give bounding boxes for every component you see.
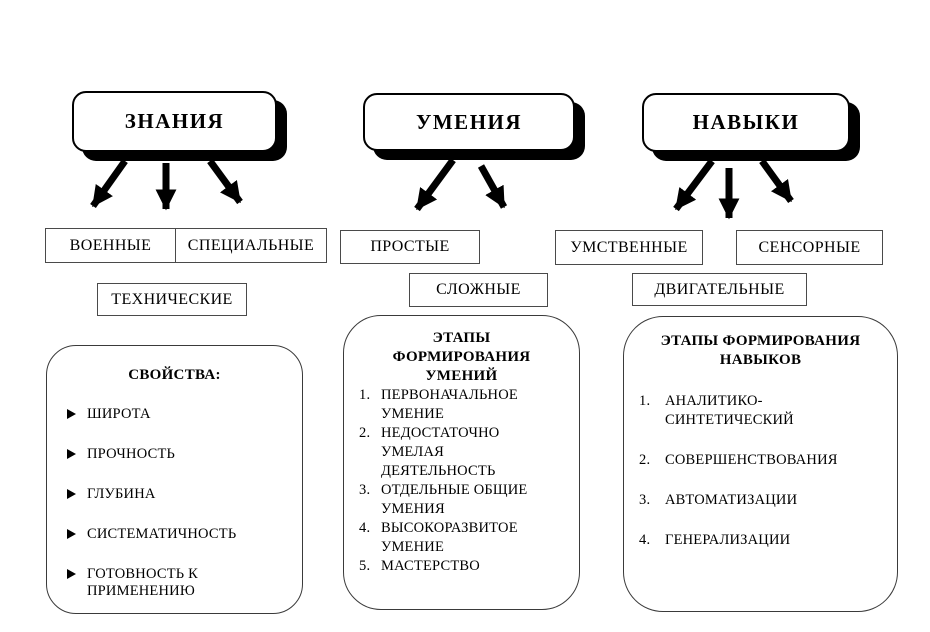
skills-type-complex: СЛОЖНЫЕ <box>409 273 548 307</box>
habits-type-sensory: СЕНСОРНЫЕ <box>736 230 883 265</box>
item-number: 5. <box>359 558 371 574</box>
arrowhead-bullet-icon <box>67 569 76 579</box>
arrowhead-bullet-icon <box>67 449 76 459</box>
knowledge-header-box <box>72 91 277 152</box>
list-item <box>639 392 882 430</box>
stage-label: ГЕНЕРАЛИЗАЦИИ <box>665 532 791 548</box>
list-item <box>639 491 882 510</box>
list-item <box>359 557 553 576</box>
properties-title: СВОЙСТВА: <box>128 367 221 383</box>
stage-label: ПЕРВОНАЧАЛЬНОЕ УМЕНИЕ <box>381 387 518 422</box>
habits-type-motor: ДВИГАТЕЛЬНЫЕ <box>632 273 807 306</box>
knowledge-type-technical: ТЕХНИЧЕСКИЕ <box>97 283 247 316</box>
list-item <box>67 486 286 503</box>
stage-label: ВЫСОКОРАЗВИТОЕ УМЕНИЕ <box>381 520 518 555</box>
properties-list <box>67 406 286 600</box>
habits-arrow-right-icon <box>762 161 791 201</box>
item-number: 1. <box>639 393 651 409</box>
knowledge-properties-panel <box>46 345 303 614</box>
habits-type-mental: УМСТВЕННЫЕ <box>555 230 703 265</box>
item-number: 3. <box>359 482 371 498</box>
list-item <box>359 424 553 481</box>
list-item <box>67 406 286 423</box>
item-number: 4. <box>639 532 651 548</box>
arrowhead-bullet-icon <box>67 529 76 539</box>
property-label: ГОТОВНОСТЬ К ПРИМЕНЕНИЮ <box>87 566 198 599</box>
knowledge-header-label: ЗНАНИЯ <box>124 109 225 133</box>
list-item <box>359 386 553 424</box>
item-number: 2. <box>639 452 651 468</box>
item-number: 4. <box>359 520 371 536</box>
habits-header-label: НАВЫКИ <box>692 110 800 134</box>
knowledge-type-special: СПЕЦИАЛЬНЫЕ <box>187 236 315 254</box>
skills-header-box <box>363 93 575 151</box>
habits-stages-list <box>624 392 897 550</box>
skills-header-label: УМЕНИЯ <box>415 109 523 134</box>
arrowhead-bullet-icon <box>67 489 76 499</box>
stage-label: ОТДЕЛЬНЫЕ ОБЩИЕ УМЕНИЯ <box>381 482 528 517</box>
list-item <box>359 481 553 519</box>
knowledge-type-military: ВОЕННЫЕ <box>46 229 176 262</box>
skills-stages-title: ЭТАПЫ ФОРМИРОВАНИЯ УМЕНИЙ <box>392 330 531 384</box>
habits-stages-panel <box>623 316 898 612</box>
list-item <box>67 566 286 600</box>
skills-stages-panel <box>343 315 580 610</box>
property-label: ГЛУБИНА <box>87 486 156 502</box>
stage-label: НЕДОСТАТОЧНО УМЕЛАЯ ДЕЯТЕЛЬНОСТЬ <box>381 425 500 479</box>
habits-stages-title: ЭТАПЫ ФОРМИРОВАНИЯ НАВЫКОВ <box>660 333 861 368</box>
item-number: 1. <box>359 387 371 403</box>
stage-label: МАСТЕРСТВО <box>381 558 480 574</box>
skills-stages-list <box>344 386 579 576</box>
skills-type-simple: ПРОСТЫЕ <box>340 230 480 264</box>
knowledge-arrow-right-icon <box>210 161 240 202</box>
list-item <box>639 531 882 550</box>
skills-arrow-right-icon <box>481 166 504 207</box>
stage-label: СОВЕРШЕНСТВОВАНИЯ <box>665 452 838 468</box>
property-label: СИСТЕМАТИЧНОСТЬ <box>87 526 237 542</box>
item-number: 3. <box>639 492 651 508</box>
list-item <box>639 451 882 470</box>
list-item <box>359 519 553 557</box>
arrowhead-bullet-icon <box>67 409 76 419</box>
habits-header-box <box>642 93 850 152</box>
list-item <box>67 526 286 543</box>
stage-label: АНАЛИТИКО-СИНТЕТИЧЕСКИЙ <box>665 393 794 428</box>
skills-arrow-left-icon <box>417 160 453 209</box>
knowledge-types-row <box>45 228 327 263</box>
property-label: ШИРОТА <box>87 406 151 422</box>
item-number: 2. <box>359 425 371 441</box>
habits-arrow-left-icon <box>676 161 712 209</box>
property-label: ПРОЧНОСТЬ <box>87 446 176 462</box>
list-item <box>67 446 286 463</box>
knowledge-arrow-left-icon <box>93 161 125 206</box>
stage-label: АВТОМАТИЗАЦИИ <box>665 492 798 508</box>
